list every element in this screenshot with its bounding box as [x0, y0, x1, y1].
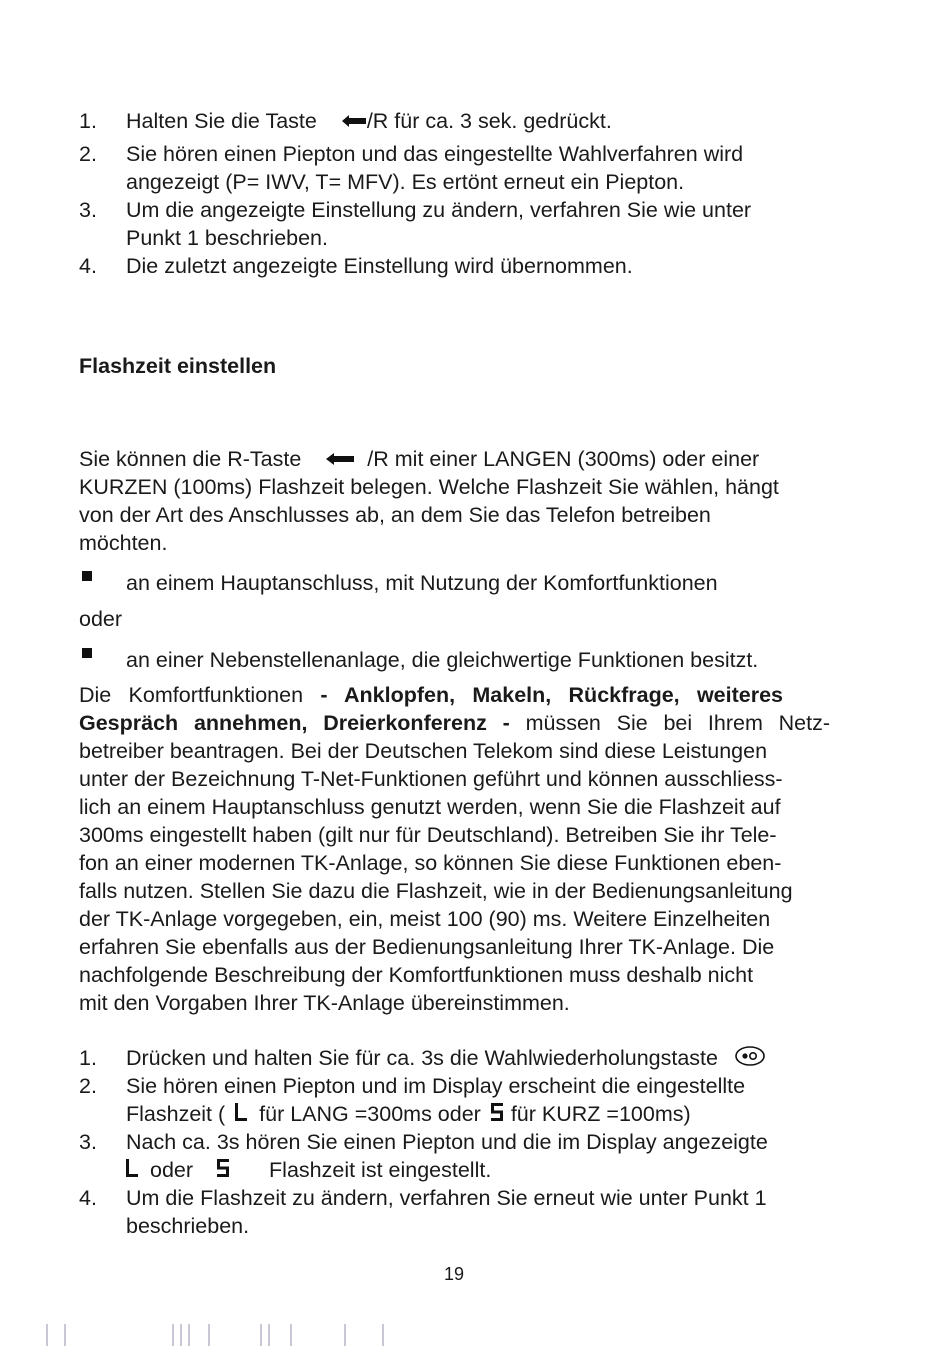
paragraph-line: nachfolgende Beschreibung der Komfortfunktionen muss deshalb nicht — [79, 963, 754, 987]
paragraph-line — [79, 709, 830, 737]
paragraph-line: falls nutzen. Stellen Sie dazu die Flashzeit, wie in der Bedienungsanleitung — [79, 879, 793, 903]
oder-text: oder — [79, 607, 123, 631]
list-number: 1. — [79, 109, 97, 133]
list-number: 4. — [79, 1186, 97, 1210]
paragraph-line: mit den Vorgaben Ihrer TK-Anlage übereinstimmen. — [79, 991, 570, 1015]
paragraph-line: möchten. — [79, 531, 168, 555]
redial-key-icon — [734, 1045, 766, 1074]
segment-s-icon — [217, 1157, 229, 1185]
r-key-icon — [325, 446, 355, 474]
paragraph-text: müssen Sie bei Ihrem Netz- — [509, 711, 830, 735]
list-item: Sie hören einen Piepton und im Display erscheint die eingestellte — [126, 1074, 746, 1098]
list-item: Die zuletzt angezeigte Einstellung wird übernommen. — [126, 254, 633, 278]
list-number: 4. — [79, 254, 97, 278]
bullet-item: an einer Nebenstellenanlage, die gleichwertige Funktionen besitzt. — [126, 648, 759, 672]
list-item: beschrieben. — [126, 1214, 250, 1238]
list-item-text: für LANG =300ms oder — [259, 1102, 481, 1126]
list-item-text: Halten Sie die Taste — [126, 109, 317, 133]
paragraph-bold-text: - Anklopfen, Makeln, Rückfrage, weiteres — [320, 683, 783, 707]
bullet-square-icon — [82, 571, 92, 581]
list-item: Sie hören einen Piepton und das eingestellte Wahlverfahren wird — [126, 142, 744, 166]
scan-marks — [44, 1324, 404, 1346]
paragraph-line: der TK-Anlage vorgegeben, ein, meist 100 (90) ms. Weitere Einzelheiten — [79, 907, 771, 931]
segment-s-icon — [491, 1101, 503, 1129]
list-number: 1. — [79, 1046, 97, 1070]
list-number: 2. — [79, 1074, 97, 1098]
list-item — [126, 1156, 491, 1185]
segment-l-icon — [235, 1101, 247, 1129]
list-item-text: Drücken und halten Sie für ca. 3s die Wahlwiederholungstaste — [126, 1046, 718, 1070]
paragraph-bold-text: Gespräch annehmen, Dreierkonferenz - — [79, 711, 510, 735]
r-key-icon — [341, 108, 367, 136]
paragraph-line: erfahren Sie ebenfalls aus der Bedienungsanleitung Ihrer TK-Anlage. Die — [79, 935, 775, 959]
list-item-text: für KURZ =100ms) — [510, 1102, 691, 1126]
list-item — [126, 1100, 691, 1129]
list-item: Um die Flashzeit zu ändern, verfahren Sie erneut wie unter Punkt 1 — [126, 1186, 767, 1210]
paragraph-text: /R mit einer LANGEN (300ms) oder einer — [367, 447, 760, 471]
list-item-text: Flashzeit ( — [126, 1102, 226, 1126]
paragraph-line: betreiber beantragen. Bei der Deutschen Telekom sind diese Leistungen — [79, 739, 768, 763]
paragraph-text: Sie können die R-Taste — [79, 447, 302, 471]
paragraph-text: Die Komfortfunktionen — [79, 683, 321, 707]
list-item-text: Flashzeit ist eingestellt. — [269, 1158, 492, 1182]
list-item-text: /R für ca. 3 sek. gedrückt. — [366, 109, 612, 133]
list-number: 3. — [79, 198, 97, 222]
paragraph-line: KURZEN (100ms) Flashzeit belegen. Welche Flashzeit Sie wählen, hängt — [79, 475, 779, 499]
page-number: 19 — [444, 1264, 465, 1284]
list-number: 2. — [79, 142, 97, 166]
list-item: angezeigt (P= IWV, T= MFV). Es ertönt erneut ein Piepton. — [126, 170, 685, 194]
paragraph-line: fon an einer modernen TK-Anlage, so können Sie diese Funktionen eben- — [79, 851, 782, 875]
list-item — [126, 107, 612, 136]
list-item: Punkt 1 beschrieben. — [126, 226, 328, 250]
list-number: 3. — [79, 1130, 97, 1154]
paragraph-line: lich an einem Hauptanschluss genutzt werden, wenn Sie die Flashzeit auf — [79, 795, 781, 819]
paragraph-line: von der Art des Anschlusses ab, an dem Sie das Telefon betreiben — [79, 503, 711, 527]
segment-l-icon — [126, 1157, 138, 1185]
section-heading: Flashzeit einstellen — [79, 354, 277, 378]
list-item — [126, 1044, 766, 1074]
paragraph-line: 300ms eingestellt haben (gilt nur für Deutschland). Betreiben Sie ihr Tele- — [79, 823, 777, 847]
bullet-square-icon — [82, 648, 92, 658]
list-item: Nach ca. 3s hören Sie einen Piepton und die im Display angezeigte — [126, 1130, 768, 1154]
paragraph-line: unter der Bezeichnung T-Net-Funktionen geführt und können ausschliess- — [79, 767, 783, 791]
bullet-item: an einem Hauptanschluss, mit Nutzung der Komfortfunktionen — [126, 571, 718, 595]
list-item: Um die angezeigte Einstellung zu ändern, verfahren Sie wie unter — [126, 198, 752, 222]
paragraph-line — [79, 445, 759, 474]
list-item-text: oder — [150, 1158, 194, 1182]
paragraph-line — [79, 681, 783, 709]
